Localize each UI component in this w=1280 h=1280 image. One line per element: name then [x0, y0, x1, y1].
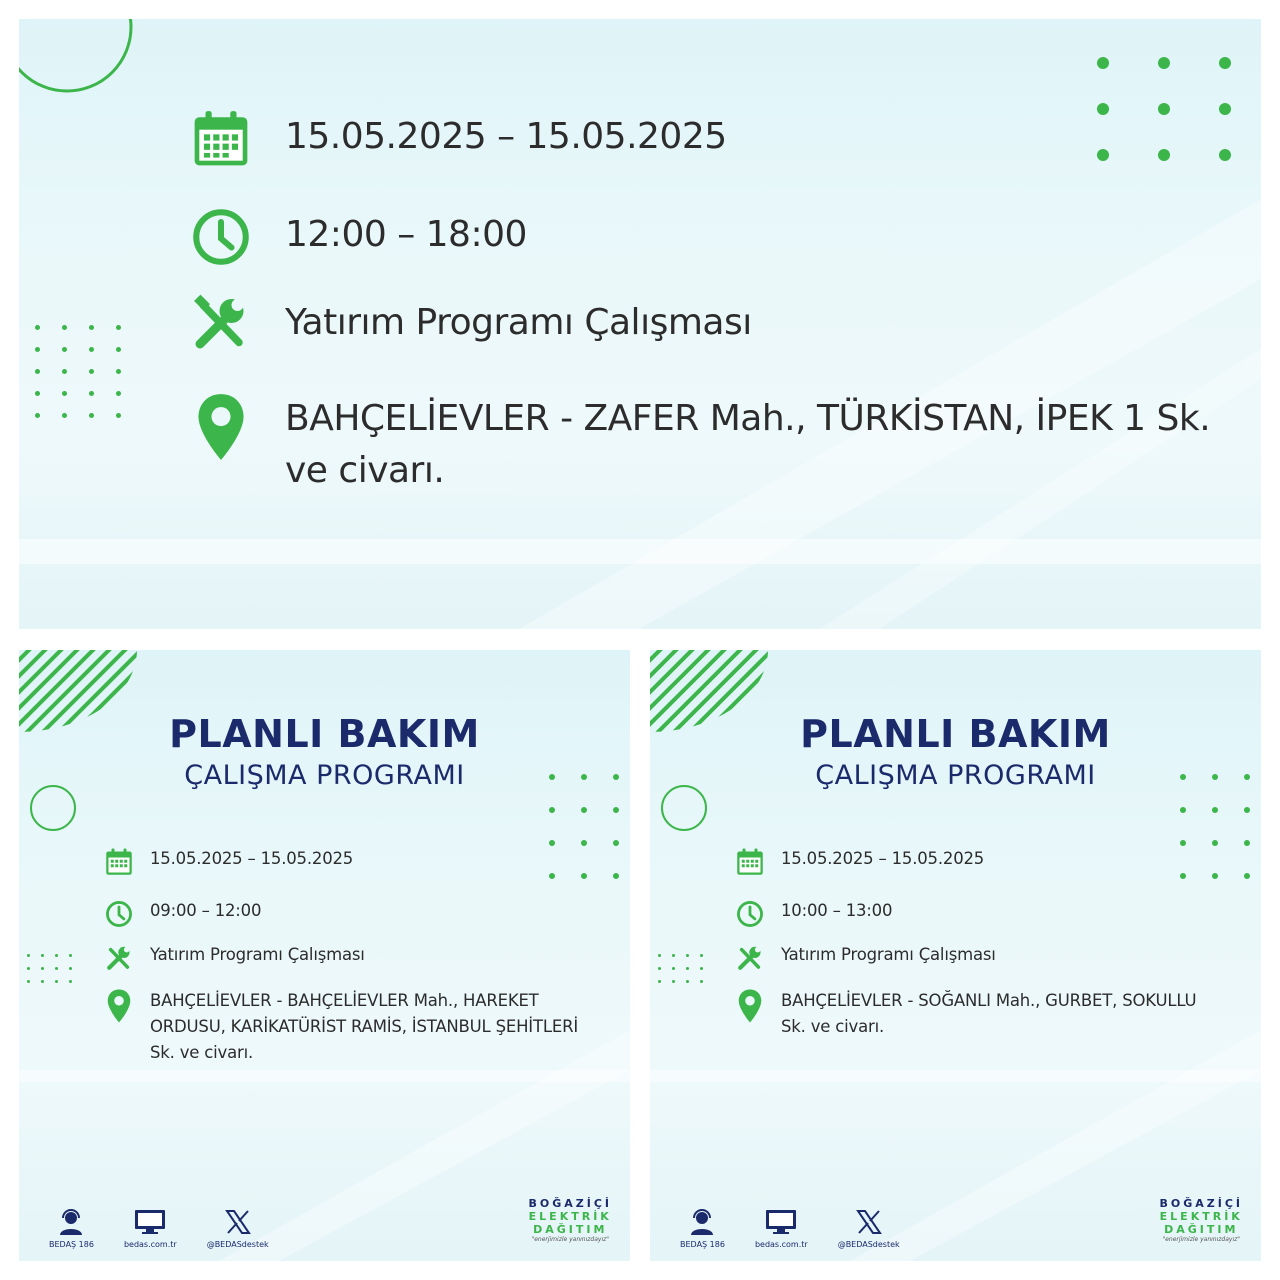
social-label: @BEDASdestek: [206, 1240, 269, 1249]
work-text: Yatırım Programı Çalışması: [781, 945, 996, 964]
time-text: 09:00 – 12:00: [150, 901, 262, 920]
card-title: PLANLI BAKIM: [800, 712, 1111, 756]
headset-agent-icon: [56, 1209, 86, 1235]
location-row: [734, 988, 1196, 1040]
website-link[interactable]: [755, 1209, 808, 1249]
decorative-dot-grid: [549, 774, 619, 879]
date-row: [189, 107, 727, 171]
date-text: 15.05.2025 – 15.05.2025: [285, 116, 727, 157]
website-link[interactable]: [124, 1209, 177, 1249]
card-title: PLANLI BAKIM: [169, 712, 480, 756]
time-row: [734, 898, 892, 930]
website-label: bedas.com.tr: [123, 1240, 177, 1249]
location-pin-icon: [103, 988, 135, 1024]
location-text-line-2: Sk. ve civarı.: [781, 1017, 885, 1036]
work-row: [103, 942, 365, 974]
work-text: Yatırım Programı Çalışması: [150, 945, 365, 964]
location-text-line-1: BAHÇELİEVLER - SOĞANLI Mah., GURBET, SOKULLU: [781, 991, 1197, 1010]
location-row: [189, 391, 1210, 497]
maintenance-card-1: [19, 650, 630, 1261]
time-text: 12:00 – 18:00: [285, 214, 527, 255]
location-text-line-1: BAHÇELİEVLER - BAHÇELİEVLER Mah., HAREKET: [150, 991, 539, 1010]
location-text-line-3: Sk. ve civarı.: [150, 1043, 254, 1062]
location-pin-icon: [734, 988, 766, 1024]
social-label: @BEDASdestek: [837, 1240, 900, 1249]
location-text-line-2: ORDUSU, KARİKATÜRİST RAMİS, İSTANBUL ŞEHİTLERİ: [150, 1017, 578, 1036]
decorative-dot-grid: [1097, 57, 1233, 161]
call-center-label: BEDAŞ 186: [680, 1240, 725, 1249]
social-link[interactable]: [838, 1209, 900, 1249]
decorative-dot-grid-left: [35, 325, 121, 418]
call-center-label: BEDAŞ 186: [49, 1240, 94, 1249]
calendar-icon: [734, 846, 766, 878]
social-link[interactable]: [207, 1209, 269, 1249]
time-row: [103, 898, 261, 930]
date-row: [103, 846, 353, 878]
location-row: [103, 988, 578, 1066]
website-label: bedas.com.tr: [754, 1240, 808, 1249]
company-logo: BOĞAZİÇİ ELEKTRİK DAĞITIM "enerjimizle yanınızdayız": [528, 1197, 612, 1243]
time-row: [189, 205, 527, 269]
clock-icon: [734, 898, 766, 930]
clock-icon: [189, 205, 253, 269]
calendar-icon: [103, 846, 135, 878]
monitor-icon: [134, 1209, 166, 1235]
call-center[interactable]: [49, 1209, 94, 1249]
location-text-line-2: ve civarı.: [285, 450, 445, 491]
headset-agent-icon: [687, 1209, 717, 1235]
date-text: 15.05.2025 – 15.05.2025: [781, 849, 985, 868]
work-text: Yatırım Programı Çalışması: [285, 302, 752, 343]
x-logo-icon: [856, 1209, 882, 1235]
location-text-line-1: BAHÇELİEVLER - ZAFER Mah., TÜRKİSTAN, İPEK 1 Sk.: [285, 398, 1211, 439]
clock-icon: [103, 898, 135, 930]
top-announcement-panel: [19, 19, 1261, 629]
location-pin-icon: [189, 391, 253, 463]
date-text: 15.05.2025 – 15.05.2025: [150, 849, 354, 868]
company-logo: BOĞAZİÇİ ELEKTRİK DAĞITIM "enerjimizle yanınızdayız": [1159, 1197, 1243, 1243]
decorative-dot-grid-left: [27, 954, 72, 983]
card-subtitle: ÇALIŞMA PROGRAMI: [815, 760, 1096, 791]
work-row: [189, 291, 752, 355]
x-logo-icon: [225, 1209, 251, 1235]
tools-icon: [734, 942, 766, 974]
footer-contacts: [680, 1209, 900, 1249]
tools-icon: [189, 291, 253, 355]
tools-icon: [103, 942, 135, 974]
decorative-dot-grid-left: [658, 954, 703, 983]
maintenance-card-2: [650, 650, 1261, 1261]
footer-contacts: [49, 1209, 269, 1249]
call-center[interactable]: [680, 1209, 725, 1249]
decorative-dot-grid: [1180, 774, 1250, 879]
calendar-icon: [189, 107, 253, 171]
date-row: [734, 846, 984, 878]
monitor-icon: [765, 1209, 797, 1235]
card-subtitle: ÇALIŞMA PROGRAMI: [184, 760, 465, 791]
work-row: [734, 942, 996, 974]
time-text: 10:00 – 13:00: [781, 901, 893, 920]
